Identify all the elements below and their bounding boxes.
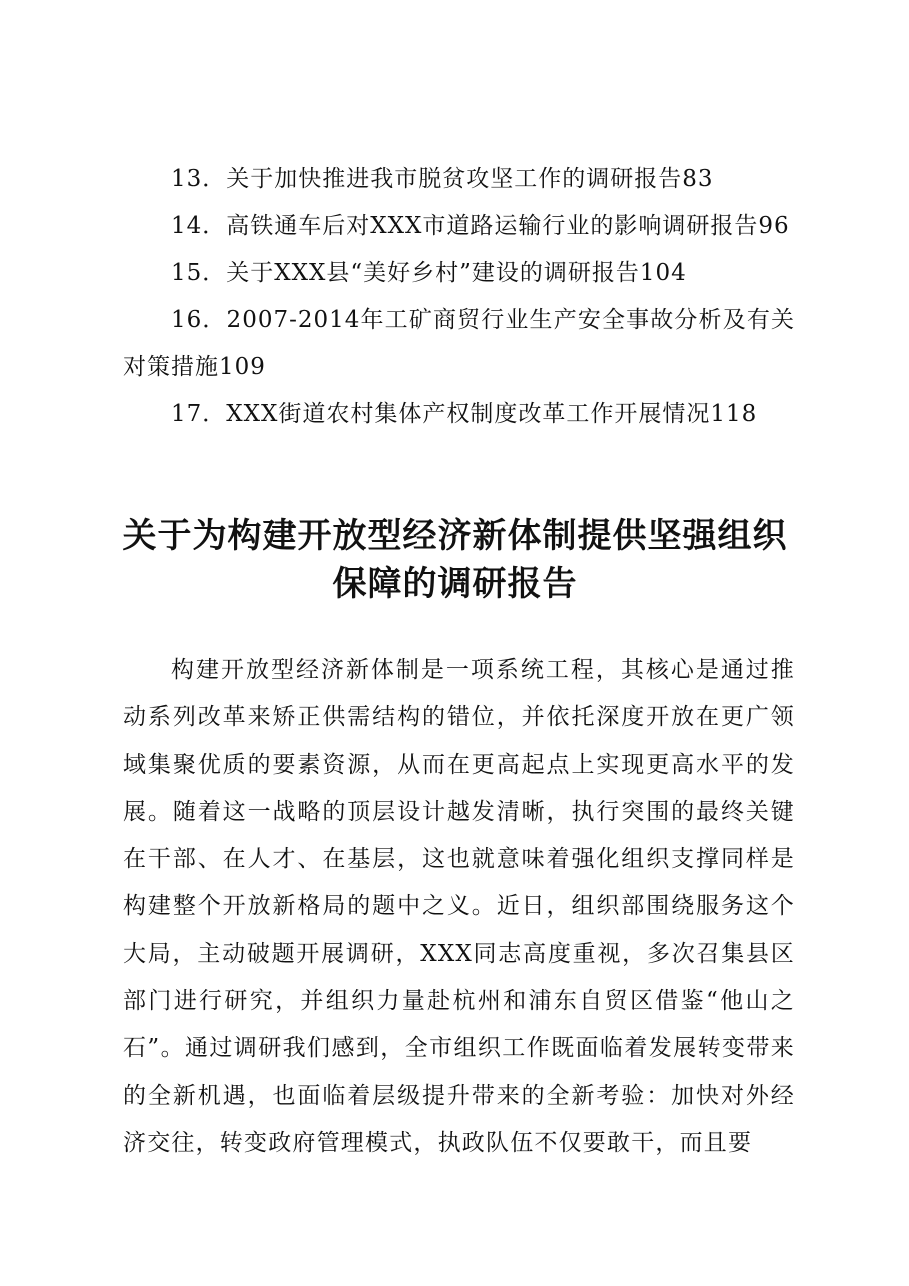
article-body-paragraph: 构建开放型经济新体制是一项系统工程，其核心是通过推动系列改革来矫正供需结构的错位，并依托深度开放在更广领域集聚优质的要素资源，从而在更高起点上实现更高水平的发展。随着这一战略的顶层设计越发清晰，执行突围的最终关键在干部、在人才、在基层，这也就意味着强化组织支撑同样是构建整个开放新格局的题中之义。近日，组织部围绕服务这个大局，主动破题开展调研，XXX同志高度重视，多次召集县区部门进行研究，并组织力量赴杭州和浦东自贸区借鉴“他山之石”。通过调研我们感到，全市组织工作既面临着发展转变带来的全新机遇，也面临着层级提升带来的全新考验：加快对外经济交往，转变政府管理模式，执政队伍不仅要敢干，而且要 [123, 657, 795, 1156]
table-of-contents [123, 156, 795, 438]
toc-item: 16．2007-2014年工矿商贸行业生产安全事故分析及有关对策措施109 [123, 307, 795, 380]
article-title: 关于为构建开放型经济新体制提供坚强组织保障的调研报告 [122, 516, 788, 604]
toc-item: 14．高铁通车后对XXX市道路运输行业的影响调研报告96 [171, 213, 790, 239]
toc-item: 15．关于XXX县“美好乡村”建设的调研报告104 [171, 260, 687, 286]
toc-item: 13．关于加快推进我市脱贫攻坚工作的调研报告83 [171, 166, 714, 192]
toc-item: 17．XXX街道农村集体产权制度改革工作开展情况118 [171, 401, 758, 427]
